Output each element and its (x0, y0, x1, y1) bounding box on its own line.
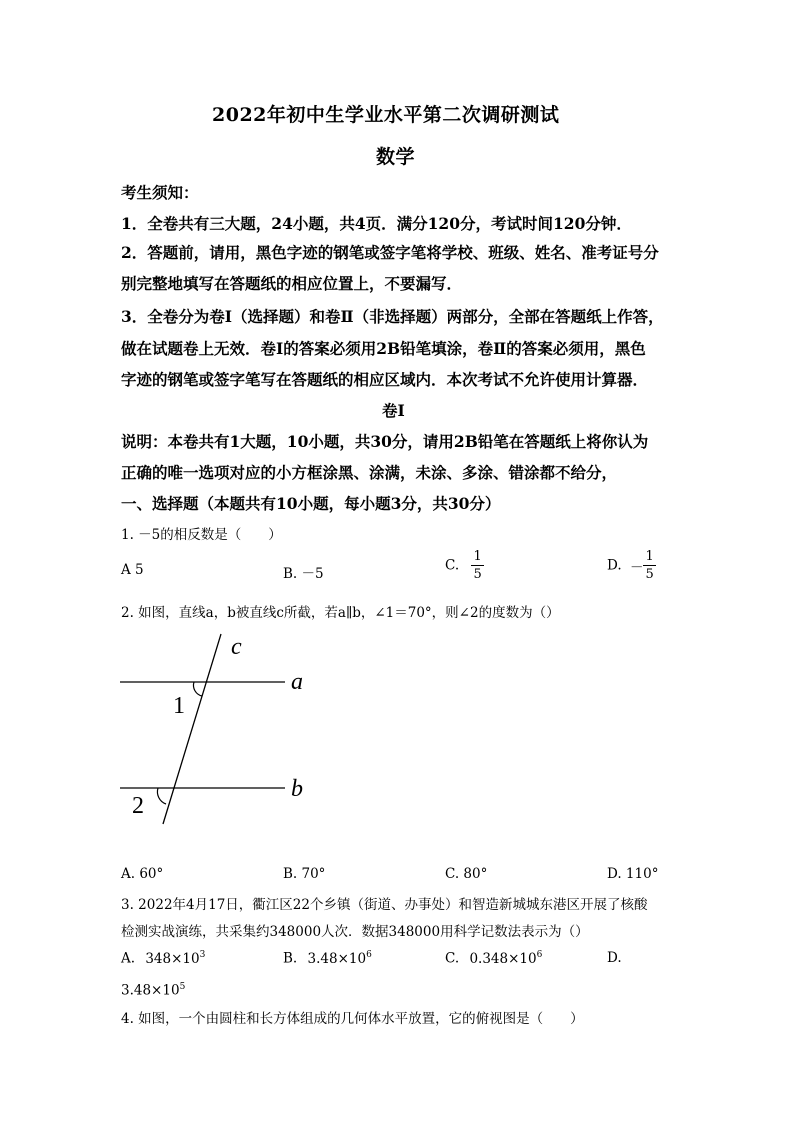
notice-item-1: 1．全卷共有三大题，24小题，共4页．满分120分，考试时间120分钟． (121, 214, 632, 233)
notice-item-2-line1: 2．答题前，请用，黑色字迹的钢笔或签字笔将学校、班级、姓名、准考证号分 (121, 243, 659, 262)
q3-option-a-label: A. (121, 950, 136, 967)
q2-option-b: B. 70° (283, 866, 326, 882)
label-a: a (291, 669, 303, 695)
q3-option-c-base: 0.348×10 (469, 950, 537, 967)
q3-stem-line2: 检测实战演练，共采集约348000人次．数据348000用科学记数法表示为（） (121, 924, 589, 940)
q1-c-denominator: 5 (473, 567, 482, 582)
q1-option-c-fraction (471, 550, 483, 581)
volume-desc-line1: 说明：本卷共有1大题，10小题，共30分，请用2B铅笔在答题纸上将你认为 (121, 432, 649, 451)
q1-option-c-label: C. (445, 557, 460, 574)
q3-option-c-exponent: 6 (536, 950, 543, 960)
q3-option-a-base: 348×10 (145, 950, 200, 967)
q3-option-d-base: 3.48×10 (121, 982, 180, 999)
angle-2-arc (157, 788, 166, 804)
q2-option-a: A. 60° (121, 866, 164, 882)
q1-option-d-label: D. (607, 557, 622, 574)
q3-option-b-label: B. (283, 950, 298, 967)
q1-stem: 1. －5的相反数是（ ） (121, 527, 282, 543)
q3-option-a (121, 950, 205, 967)
line-c (163, 634, 221, 824)
section-title: 一、选择题（本题共有10小题，每小题3分，共30分） (121, 494, 501, 513)
notice-item-3-line1: 3．全卷分为卷Ⅰ（选择题）和卷Ⅱ（非选择题）两部分，全部在答题纸上作答， (121, 307, 664, 326)
label-1: 1 (173, 693, 185, 719)
volume-title: 卷Ⅰ (382, 401, 405, 420)
label-b: b (291, 776, 303, 802)
q2-parallel-lines-figure (115, 628, 325, 828)
q3-option-d-exponent: 5 (179, 982, 186, 992)
angle-1-arc (193, 682, 202, 696)
q3-option-b (283, 950, 372, 967)
q3-option-d-label: D. (607, 950, 622, 966)
label-2: 2 (132, 793, 144, 819)
q1-d-numerator: 1 (645, 549, 654, 564)
q1-option-b: B. －5 (283, 566, 324, 582)
notice-item-3-line3: 字迹的钢笔或签字笔写在答题纸的相应区域内．本次考试不允许使用计算器． (121, 370, 649, 389)
q3-option-c (445, 950, 542, 967)
q2-option-c: C. 80° (445, 866, 488, 882)
q3-option-a-exponent: 3 (199, 950, 206, 960)
notice-heading: 考生须知： (121, 183, 199, 202)
q3-option-d (121, 982, 185, 999)
q3-option-c-label: C. (445, 950, 460, 967)
volume-desc-line2: 正确的唯一选项对应的小方框涂黑、涂满，未涂、多涂、错涂都不给分， (121, 463, 618, 482)
q1-c-numerator: 1 (473, 549, 482, 564)
q3-stem-line1: 3. 2022年4月17日，衢江区22个乡镇（街道、办事处）和智造新城城东港区开展了核酸 (121, 897, 648, 913)
notice-item-3-line2: 做在试题卷上无效．卷Ⅰ的答案必须用2B铅笔填涂，卷Ⅱ的答案必须用，黑色 (121, 339, 646, 358)
q1-option-d (607, 550, 656, 581)
subject-title: 数学 (376, 146, 416, 168)
q1-option-a: A 5 (121, 562, 144, 578)
q3-option-b-exponent: 6 (366, 950, 372, 960)
q2-stem: 2. 如图，直线a，b被直线c所截，若a∥b，∠1＝70°，则∠2的度数为（） (121, 605, 560, 621)
q2-option-d: D. 110° (607, 866, 659, 882)
notice-item-2-line2: 别完整地填写在答题纸的相应位置上，不要漏写． (121, 274, 463, 293)
q3-option-b-base: 3.48×10 (307, 950, 367, 967)
q4-stem: 4. 如图，一个由圆柱和长方体组成的几何体水平放置，它的俯视图是（ ） (121, 1011, 584, 1027)
q1-option-d-fraction (643, 550, 655, 581)
q1-option-c (445, 550, 484, 581)
q1-d-denominator: 5 (645, 567, 654, 582)
label-c: c (231, 634, 242, 660)
exam-title: 2022年初中生学业水平第二次调研测试 (212, 104, 560, 126)
q1-option-d-sign: － (629, 559, 644, 576)
